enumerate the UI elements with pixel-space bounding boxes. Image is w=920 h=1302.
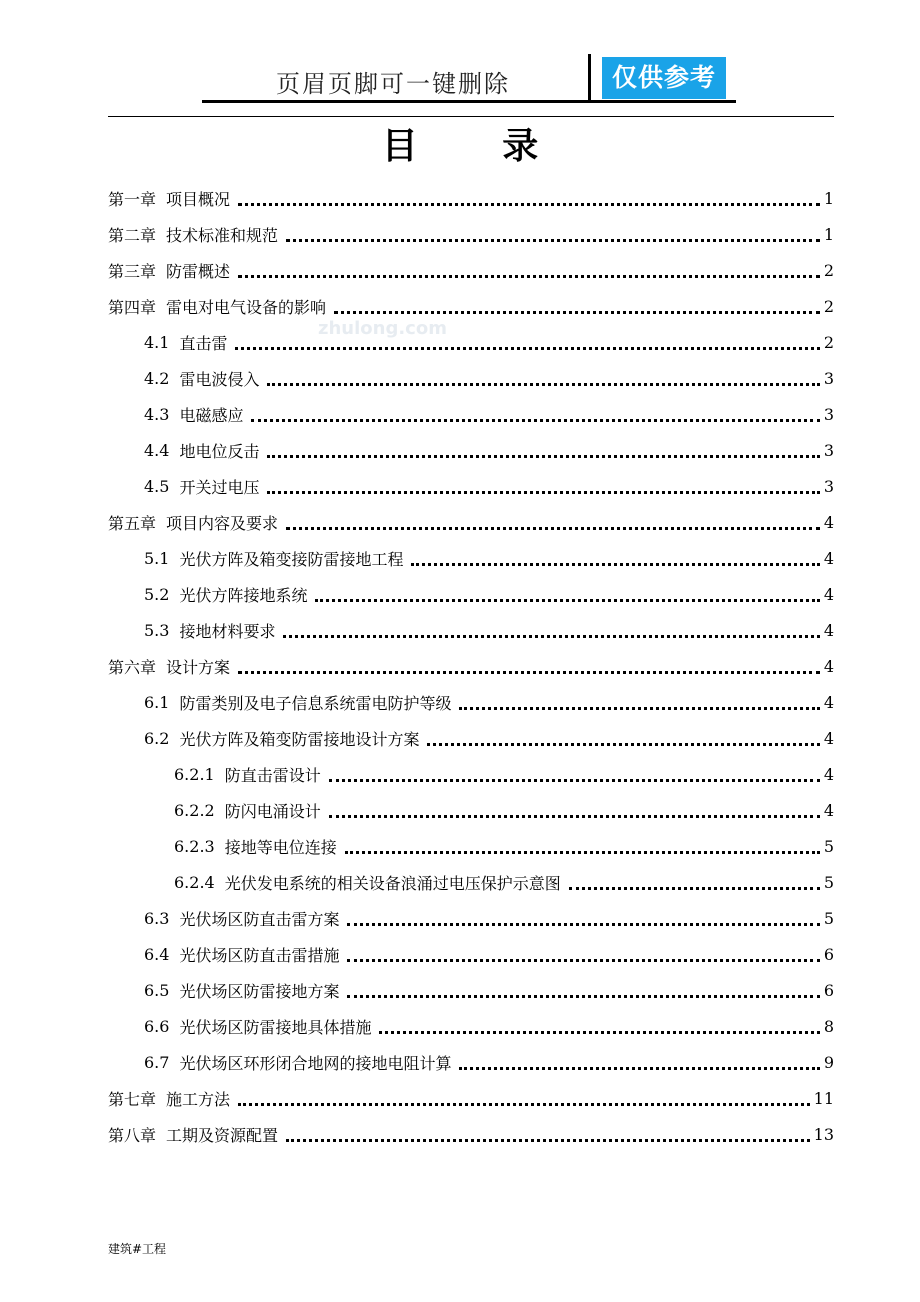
toc-entry-number: 6.2.1	[174, 764, 215, 784]
toc-entry-title: 电磁感应	[179, 405, 244, 425]
footer-text: 建筑#工程	[108, 1242, 167, 1256]
toc-entry[interactable]	[108, 540, 834, 576]
toc-dot-leader	[329, 763, 820, 782]
toc-page-number: 6	[823, 980, 834, 1000]
toc-entry[interactable]	[108, 1080, 834, 1116]
toc-entry-title: 光伏场区防直击雷方案	[179, 909, 340, 929]
toc-page-number: 3	[823, 440, 834, 460]
toc-page-number: 6	[823, 944, 834, 964]
toc-entry[interactable]	[108, 1008, 834, 1044]
toc-page-number: 1	[823, 188, 834, 208]
toc-page-number: 4	[823, 728, 834, 748]
toc-dot-leader	[267, 439, 819, 458]
toc-entry[interactable]	[108, 432, 834, 468]
toc-entry[interactable]	[108, 828, 834, 864]
toc-entry-title: 防雷概述	[166, 261, 231, 281]
toc-entry-title: 接地等电位连接	[224, 837, 337, 857]
toc-entry[interactable]	[108, 720, 834, 756]
toc-list	[108, 180, 834, 1152]
toc-entry-title: 接地材料要求	[179, 621, 276, 641]
toc-dot-leader	[347, 979, 819, 998]
toc-page-number: 5	[823, 908, 834, 928]
toc-dot-leader	[267, 367, 819, 386]
toc-entry[interactable]	[108, 468, 834, 504]
toc-entry[interactable]	[108, 252, 834, 288]
toc-page-number: 4	[823, 656, 834, 676]
toc-entry[interactable]	[108, 504, 834, 540]
toc-page-number: 1	[823, 224, 834, 244]
toc-page-number: 4	[823, 584, 834, 604]
toc-page-number: 4	[823, 692, 834, 712]
toc-page-number: 5	[823, 836, 834, 856]
toc-entry-number: 4.3	[144, 404, 170, 424]
toc-dot-leader	[235, 331, 819, 350]
toc-page-number: 2	[823, 260, 834, 280]
toc-dot-leader	[283, 619, 819, 638]
toc-page-number: 11	[813, 1088, 834, 1108]
toc-dot-leader	[238, 187, 820, 206]
toc-entry-number: 第六章	[108, 657, 157, 677]
toc-entry-number: 第五章	[108, 513, 157, 533]
toc-dot-leader	[345, 835, 820, 854]
toc-entry-title: 防直击雷设计	[224, 765, 321, 785]
toc-entry-number: 第七章	[108, 1089, 157, 1109]
toc-entry[interactable]	[108, 756, 834, 792]
toc-entry-number: 5.1	[144, 548, 170, 568]
toc-entry-title: 设计方案	[166, 657, 231, 677]
toc-entry[interactable]	[108, 936, 834, 972]
toc-entry[interactable]	[108, 864, 834, 900]
toc-dot-leader	[329, 799, 820, 818]
toc-page-number: 4	[823, 548, 834, 568]
toc-entry[interactable]	[108, 684, 834, 720]
toc-page-number: 3	[823, 368, 834, 388]
toc-dot-leader	[459, 1051, 819, 1070]
toc-entry-title: 雷电波侵入	[179, 369, 260, 389]
toc-page-number: 3	[823, 404, 834, 424]
toc-entry[interactable]	[108, 180, 834, 216]
toc-entry-title: 光伏方阵及箱变接防雷接地工程	[179, 549, 404, 569]
toc-entry-number: 6.1	[144, 692, 170, 712]
toc-dot-leader	[251, 403, 819, 422]
toc-entry-title: 项目内容及要求	[166, 513, 279, 533]
header-divider	[588, 54, 591, 102]
toc-entry[interactable]	[108, 396, 834, 432]
toc-entry-title: 光伏场区防直击雷措施	[179, 945, 340, 965]
toc-entry-title: 光伏场区环形闭合地网的接地电阻计算	[179, 1053, 452, 1073]
toc-entry-number: 6.2.3	[174, 836, 215, 856]
toc-entry-title: 光伏方阵及箱变防雷接地设计方案	[179, 729, 420, 749]
toc-entry-title: 防雷类别及电子信息系统雷电防护等级	[179, 693, 452, 713]
toc-page-number: 4	[823, 800, 834, 820]
toc-entry-number: 第八章	[108, 1125, 157, 1145]
toc-entry[interactable]	[108, 612, 834, 648]
toc-page-number: 8	[823, 1016, 834, 1036]
toc-entry-number: 6.5	[144, 980, 170, 1000]
toc-entry-title: 光伏场区防雷接地方案	[179, 981, 340, 1001]
toc-entry-number: 第二章	[108, 225, 157, 245]
header-underline	[202, 100, 736, 103]
toc-entry-title: 雷电对电气设备的影响	[166, 297, 327, 317]
toc-entry-number: 5.3	[144, 620, 170, 640]
toc-page-number: 2	[823, 296, 834, 316]
toc-entry-title: 施工方法	[166, 1089, 231, 1109]
toc-entry-number: 6.4	[144, 944, 170, 964]
toc-entry-title: 开关过电压	[179, 477, 260, 497]
toc-dot-leader	[238, 1087, 810, 1106]
toc-dot-leader	[347, 907, 819, 926]
toc-entry-number: 4.5	[144, 476, 170, 496]
toc-dot-leader	[286, 1123, 810, 1142]
toc-entry-number: 6.6	[144, 1016, 170, 1036]
page-rule	[108, 116, 834, 117]
toc-dot-leader	[427, 727, 819, 746]
toc-entry-number: 6.2.4	[174, 872, 215, 892]
toc-page-number: 5	[823, 872, 834, 892]
toc-page-number: 2	[823, 332, 834, 352]
toc-entry-title: 地电位反击	[179, 441, 260, 461]
toc-dot-leader	[286, 223, 820, 242]
toc-dot-leader	[569, 871, 820, 890]
toc-entry-title: 光伏方阵接地系统	[179, 585, 308, 605]
toc-page-number: 4	[823, 764, 834, 784]
toc-dot-leader	[238, 259, 820, 278]
toc-entry[interactable]	[108, 972, 834, 1008]
toc-entry[interactable]	[108, 1044, 834, 1080]
toc-title: 目 录	[381, 126, 575, 167]
toc-entry-number: 6.2.2	[174, 800, 215, 820]
toc-entry-number: 4.4	[144, 440, 170, 460]
toc-entry[interactable]	[108, 288, 834, 324]
toc-entry[interactable]	[108, 576, 834, 612]
toc-entry-title: 防闪电涌设计	[224, 801, 321, 821]
toc-entry[interactable]	[108, 792, 834, 828]
watermark: zhulong.com	[318, 318, 447, 339]
toc-entry-number: 6.3	[144, 908, 170, 928]
toc-page-number: 4	[823, 620, 834, 640]
toc-entry-title: 工期及资源配置	[166, 1125, 279, 1145]
toc-entry[interactable]	[108, 360, 834, 396]
toc-dot-leader	[315, 583, 819, 602]
toc-dot-leader	[411, 547, 819, 566]
toc-page-number: 4	[823, 512, 834, 532]
toc-entry-number: 6.2	[144, 728, 170, 748]
toc-entry[interactable]	[108, 648, 834, 684]
toc-entry-number: 4.1	[144, 332, 170, 352]
toc-page-number: 9	[823, 1052, 834, 1072]
toc-entry-number: 4.2	[144, 368, 170, 388]
toc-dot-leader	[334, 295, 820, 314]
toc-entry-title: 技术标准和规范	[166, 225, 279, 245]
toc-entry-number: 5.2	[144, 584, 170, 604]
toc-entry[interactable]	[108, 324, 834, 360]
toc-entry-number: 6.7	[144, 1052, 170, 1072]
toc-dot-leader	[379, 1015, 819, 1034]
toc-entry-number: 第三章	[108, 261, 157, 281]
toc-dot-leader	[267, 475, 819, 494]
toc-entry-title: 光伏发电系统的相关设备浪涌过电压保护示意图	[224, 873, 561, 893]
toc-dot-leader	[238, 655, 820, 674]
toc-entry-number: 第一章	[108, 189, 157, 209]
toc-page-number: 3	[823, 476, 834, 496]
toc-entry-title: 项目概况	[166, 189, 231, 209]
toc-page-number: 13	[813, 1124, 834, 1144]
toc-entry[interactable]	[108, 216, 834, 252]
header-badge: 仅供参考	[602, 57, 726, 99]
toc-dot-leader	[459, 691, 819, 710]
toc-entry-title: 光伏场区防雷接地具体措施	[179, 1017, 372, 1037]
toc-dot-leader	[286, 511, 820, 530]
header-left-text: 页眉页脚可一键删除	[276, 70, 510, 98]
toc-entry[interactable]	[108, 1116, 834, 1152]
toc-entry[interactable]	[108, 900, 834, 936]
toc-entry-number: 第四章	[108, 297, 157, 317]
toc-entry-title: 直击雷	[179, 333, 228, 353]
toc-dot-leader	[347, 943, 819, 962]
